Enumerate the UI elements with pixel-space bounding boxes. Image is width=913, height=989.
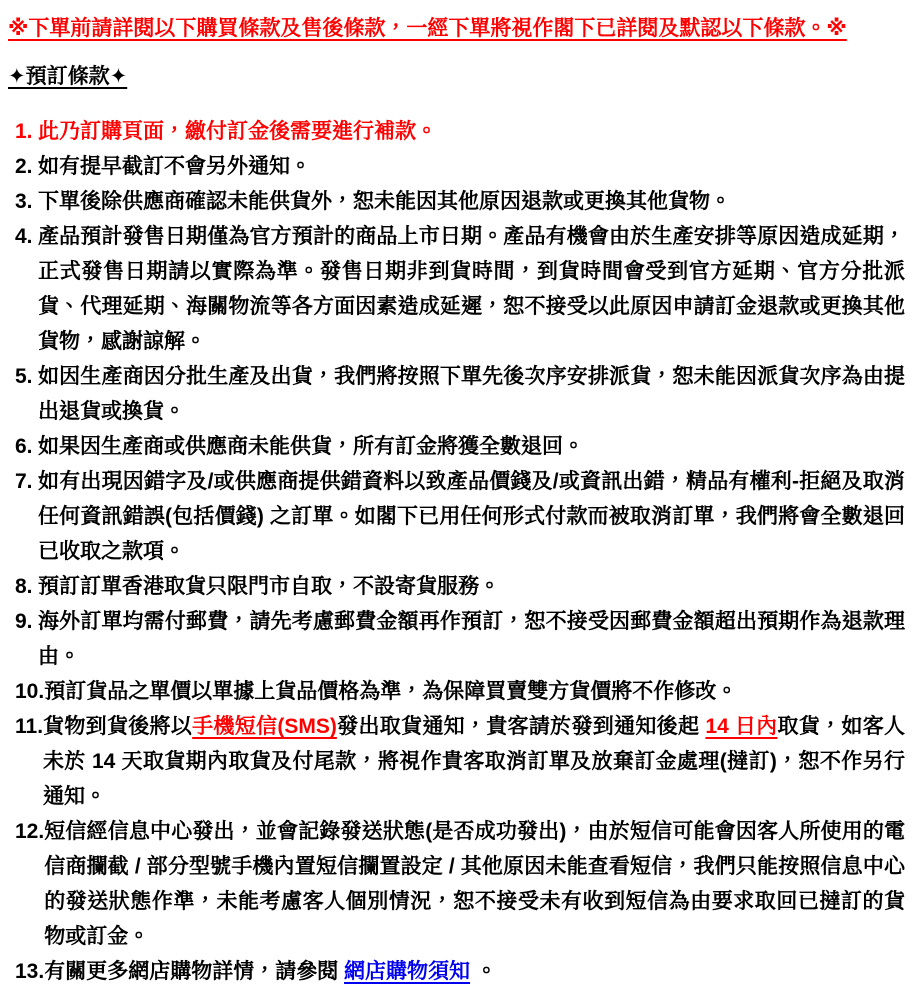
term-text <box>44 814 905 954</box>
term-text-segment: 下單後除供應商確認未能供貨外，恕未能因其他原因退款或更換其他貨物。 <box>38 190 731 213</box>
term-text-segment: 預訂訂單香港取貨只限門市自取，不設寄貨服務。 <box>38 575 500 598</box>
term-item <box>8 464 905 569</box>
term-text <box>38 359 905 429</box>
term-number: 13. <box>15 960 45 983</box>
term-text-segment: 取貨，如客人未於 14 天取貨期內取貨及付尾款，將視作貴客取消訂單及放棄訂金處理(撻訂)，恕不作另行通知。 <box>43 715 906 808</box>
term-number: 5. <box>15 365 33 388</box>
term-text-segment: 。 <box>470 960 497 983</box>
term-number: 3. <box>15 190 33 213</box>
term-text-segment: 如有出現因錯字及/或供應商提供錯資料以致產品價錢及/或資訊出錯，精品有權利-拒絕及取消任何資訊錯誤(包括價錢) 之訂單。如閣下已用任何形式付款而被取消訂單，我們將會全數退回已收取之款項。 <box>38 470 905 563</box>
term-text <box>38 114 905 149</box>
term-item <box>8 604 905 674</box>
term-text-segment: 短信經信息中心發出，並會記錄發送狀態(是否成功發出)，由於短信可能會因客人所使用的電信商攔截 / 部分型號手機內置短信攔置設定 / 其他原因未能查看短信，我們只能按照信息中心的發送狀態作準，未能考慮客人個別情況，恕不接受未有收到短信為由要求取回已撻訂的貨物或訂金。 <box>44 820 905 948</box>
term-text-segment: 如因生產商因分批生產及出貨，我們將按照下單先後次序安排派貨，恕未能因派貨次序為由提出退貨或換貨。 <box>38 365 905 423</box>
preorder-terms-heading: ✦預訂條款✦ <box>8 65 128 88</box>
term-item <box>8 184 905 219</box>
term-text-segment: 產品預計發售日期僅為官方預計的商品上市日期。產品有機會由於生產安排等原因造成延期，正式發售日期請以實際為準。發售日期非到貨時間，到貨時間會受到官方延期、官方分批派貨、代理延期、海關物流等各方面因素造成延遲，恕不接受以此原因申請訂金退款或更換其他貨物，感謝諒解。 <box>38 225 905 353</box>
term-text <box>44 954 905 989</box>
sms-notice-highlight: 手機短信(SMS) <box>192 715 337 738</box>
term-item <box>8 674 905 709</box>
term-number: 11. <box>15 715 44 738</box>
pickup-deadline-highlight: 14 日內 <box>705 715 778 738</box>
term-item <box>8 149 905 184</box>
term-number: 8. <box>15 575 33 598</box>
term-text-segment: 如果因生產商或供應商未能供貨，所有訂金將獲全數退回。 <box>38 435 584 458</box>
term-text <box>38 604 905 674</box>
term-item <box>8 709 905 814</box>
term-number: 7. <box>15 470 33 493</box>
term-item <box>8 954 905 989</box>
term-item <box>8 429 905 464</box>
term-text <box>44 674 905 709</box>
terms-list <box>8 114 905 989</box>
term-number: 12. <box>15 820 45 843</box>
term-item <box>8 814 905 954</box>
term-number: 9. <box>15 610 33 633</box>
term-text-segment: 海外訂單均需付郵費，請先考慮郵費金額再作預訂，恕不接受因郵費金額超出預期作為退款理由。 <box>38 610 905 668</box>
term-text-segment: 貨物到貨後將以 <box>43 715 193 738</box>
term-number: 1. <box>15 120 33 143</box>
term-text-segment: 發出取貨通知，貴客請於發到通知後起 <box>336 715 706 738</box>
term-item <box>8 219 905 359</box>
term-text <box>38 429 905 464</box>
term-text <box>38 184 905 219</box>
term-item <box>8 114 905 149</box>
term-text <box>43 709 905 814</box>
term-text <box>38 569 905 604</box>
term-number: 10. <box>15 680 45 703</box>
term-item <box>8 569 905 604</box>
term-text-segment: 預訂貨品之單價以單據上貨品價格為準，為保障買賣雙方貨價將不作修改。 <box>44 680 738 703</box>
term-number: 6. <box>15 435 33 458</box>
term-item <box>8 359 905 429</box>
term-text <box>38 219 905 359</box>
term-number: 4. <box>15 225 33 248</box>
term-text <box>38 464 905 569</box>
pre-order-warning-banner: ※下單前請詳閱以下購買條款及售後條款，一經下單將視作閣下已詳閱及默認以下條款。※ <box>8 17 847 40</box>
term-text-segment: 此乃訂購頁面，繳付訂金後需要進行補款。 <box>38 120 437 143</box>
term-text-segment: 如有提早截訂不會另外通知。 <box>38 155 311 178</box>
term-number: 2. <box>15 155 33 178</box>
store-shopping-notice-link[interactable]: 網店購物須知 <box>344 960 471 983</box>
term-text <box>38 149 905 184</box>
term-text-segment: 有關更多網店購物詳情，請參閱 <box>44 960 345 983</box>
